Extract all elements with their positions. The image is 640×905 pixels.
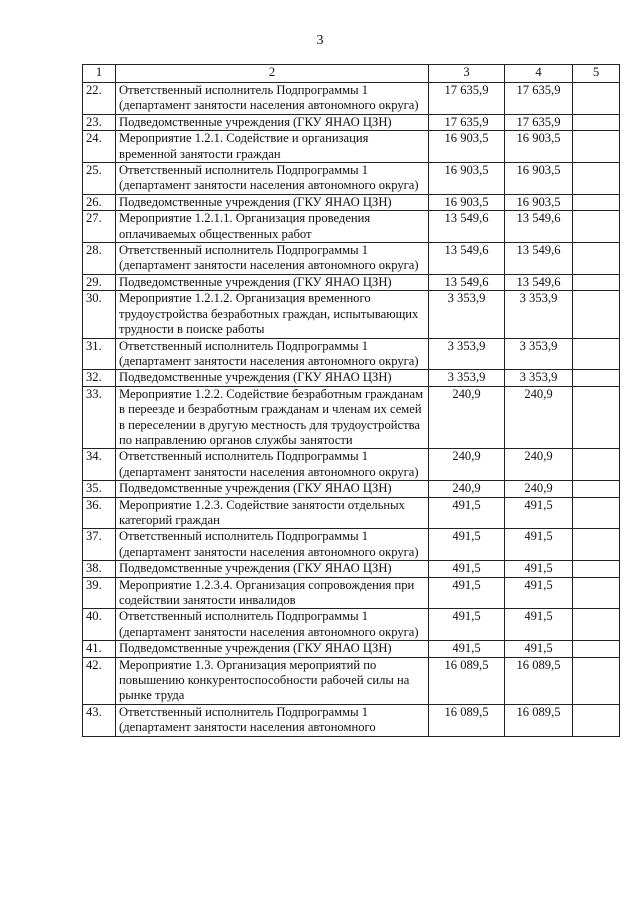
row-description: Ответственный исполнитель Подпрограммы 1 (департамент занятости населения автономного округа) xyxy=(116,529,429,561)
row-value-col3: 13 549,6 xyxy=(429,243,505,275)
row-number: 23. xyxy=(83,114,116,130)
table-body xyxy=(83,83,620,737)
row-description: Подведомственные учреждения (ГКУ ЯНАО ЦЗН) xyxy=(116,114,429,130)
row-number: 39. xyxy=(83,577,116,609)
row-value-col4: 16 903,5 xyxy=(505,194,573,210)
table-row xyxy=(83,481,620,497)
row-value-col5 xyxy=(573,529,620,561)
row-value-col4: 3 353,9 xyxy=(505,370,573,386)
row-value-col3: 491,5 xyxy=(429,529,505,561)
header-col-3: 3 xyxy=(429,65,505,83)
table-row xyxy=(83,291,620,338)
row-value-col4: 491,5 xyxy=(505,641,573,657)
row-value-col4: 491,5 xyxy=(505,609,573,641)
row-value-col3: 13 549,6 xyxy=(429,274,505,290)
row-value-col5 xyxy=(573,274,620,290)
row-value-col4: 16 089,5 xyxy=(505,657,573,704)
header-col-2: 2 xyxy=(116,65,429,83)
table-row xyxy=(83,114,620,130)
row-description: Подведомственные учреждения (ГКУ ЯНАО ЦЗН) xyxy=(116,481,429,497)
table-row xyxy=(83,577,620,609)
row-value-col5 xyxy=(573,641,620,657)
row-value-col5 xyxy=(573,131,620,163)
table-row xyxy=(83,83,620,115)
row-value-col4: 491,5 xyxy=(505,577,573,609)
row-description: Подведомственные учреждения (ГКУ ЯНАО ЦЗН) xyxy=(116,641,429,657)
row-value-col4: 491,5 xyxy=(505,561,573,577)
row-value-col5 xyxy=(573,386,620,449)
row-description: Мероприятие 1.2.3.4. Организация сопровождения при содействии занятости инвалидов xyxy=(116,577,429,609)
row-value-col5 xyxy=(573,609,620,641)
table-row xyxy=(83,704,620,736)
row-number: 29. xyxy=(83,274,116,290)
row-description: Мероприятие 1.2.1. Содействие и организация временной занятости граждан xyxy=(116,131,429,163)
row-description: Мероприятие 1.2.2. Содействие безработным гражданам в переезде и безработным гражданам и членам их семей в переселении в другую местность для трудоустройства по направлению органов службы занятости xyxy=(116,386,429,449)
row-number: 32. xyxy=(83,370,116,386)
header-col-1: 1 xyxy=(83,65,116,83)
row-number: 36. xyxy=(83,497,116,529)
row-description: Ответственный исполнитель Подпрограммы 1 (департамент занятости населения автономного округа) xyxy=(116,338,429,370)
row-number: 28. xyxy=(83,243,116,275)
row-value-col3: 3 353,9 xyxy=(429,291,505,338)
row-number: 33. xyxy=(83,386,116,449)
row-description: Мероприятие 1.2.1.1. Организация проведения оплачиваемых общественных работ xyxy=(116,211,429,243)
table-row xyxy=(83,497,620,529)
row-value-col3: 491,5 xyxy=(429,561,505,577)
row-description: Ответственный исполнитель Подпрограммы 1 (департамент занятости населения автономного округа) xyxy=(116,83,429,115)
row-description: Подведомственные учреждения (ГКУ ЯНАО ЦЗН) xyxy=(116,561,429,577)
row-number: 37. xyxy=(83,529,116,561)
row-value-col5 xyxy=(573,291,620,338)
row-number: 42. xyxy=(83,657,116,704)
row-number: 25. xyxy=(83,163,116,195)
row-number: 22. xyxy=(83,83,116,115)
row-value-col3: 491,5 xyxy=(429,641,505,657)
row-value-col4: 17 635,9 xyxy=(505,83,573,115)
row-description: Подведомственные учреждения (ГКУ ЯНАО ЦЗН) xyxy=(116,370,429,386)
header-col-5: 5 xyxy=(573,65,620,83)
row-value-col5 xyxy=(573,194,620,210)
row-value-col3: 16 089,5 xyxy=(429,704,505,736)
row-value-col4: 17 635,9 xyxy=(505,114,573,130)
row-description: Мероприятие 1.3. Организация мероприятий по повышению конкурентоспособности рабочей силы на рынке труда xyxy=(116,657,429,704)
table-row xyxy=(83,529,620,561)
row-description: Ответственный исполнитель Подпрограммы 1 (департамент занятости населения автономного xyxy=(116,704,429,736)
row-value-col3: 3 353,9 xyxy=(429,370,505,386)
row-value-col5 xyxy=(573,211,620,243)
row-value-col5 xyxy=(573,449,620,481)
row-number: 38. xyxy=(83,561,116,577)
row-description: Подведомственные учреждения (ГКУ ЯНАО ЦЗН) xyxy=(116,274,429,290)
row-value-col3: 16 903,5 xyxy=(429,194,505,210)
row-value-col5 xyxy=(573,163,620,195)
table-row xyxy=(83,609,620,641)
row-number: 27. xyxy=(83,211,116,243)
row-description: Подведомственные учреждения (ГКУ ЯНАО ЦЗН) xyxy=(116,194,429,210)
table-row xyxy=(83,561,620,577)
table-row xyxy=(83,243,620,275)
row-value-col5 xyxy=(573,497,620,529)
row-value-col4: 240,9 xyxy=(505,481,573,497)
row-description: Ответственный исполнитель Подпрограммы 1 (департамент занятости населения автономного округа) xyxy=(116,449,429,481)
row-value-col4: 13 549,6 xyxy=(505,243,573,275)
table-row xyxy=(83,163,620,195)
row-value-col4: 3 353,9 xyxy=(505,291,573,338)
row-value-col5 xyxy=(573,370,620,386)
row-value-col5 xyxy=(573,243,620,275)
row-value-col5 xyxy=(573,338,620,370)
row-value-col4: 16 903,5 xyxy=(505,131,573,163)
row-number: 31. xyxy=(83,338,116,370)
row-description: Ответственный исполнитель Подпрограммы 1 (департамент занятости населения автономного округа) xyxy=(116,243,429,275)
table-row xyxy=(83,338,620,370)
row-value-col4: 491,5 xyxy=(505,529,573,561)
row-number: 40. xyxy=(83,609,116,641)
row-number: 34. xyxy=(83,449,116,481)
table-row xyxy=(83,386,620,449)
row-value-col3: 491,5 xyxy=(429,497,505,529)
row-value-col5 xyxy=(573,704,620,736)
row-value-col5 xyxy=(573,577,620,609)
table-row xyxy=(83,211,620,243)
row-value-col5 xyxy=(573,114,620,130)
row-value-col3: 240,9 xyxy=(429,386,505,449)
table-row xyxy=(83,274,620,290)
row-value-col3: 3 353,9 xyxy=(429,338,505,370)
row-number: 26. xyxy=(83,194,116,210)
row-value-col4: 13 549,6 xyxy=(505,274,573,290)
table-row xyxy=(83,641,620,657)
row-value-col4: 16 089,5 xyxy=(505,704,573,736)
table-header-row xyxy=(83,65,620,83)
row-value-col5 xyxy=(573,657,620,704)
row-value-col5 xyxy=(573,481,620,497)
row-number: 35. xyxy=(83,481,116,497)
row-value-col3: 491,5 xyxy=(429,609,505,641)
row-number: 43. xyxy=(83,704,116,736)
row-description: Ответственный исполнитель Подпрограммы 1 (департамент занятости населения автономного округа) xyxy=(116,609,429,641)
row-number: 30. xyxy=(83,291,116,338)
budget-table xyxy=(82,64,620,737)
row-description: Мероприятие 1.2.3. Содействие занятости отдельных категорий граждан xyxy=(116,497,429,529)
row-value-col4: 240,9 xyxy=(505,449,573,481)
row-value-col3: 16 903,5 xyxy=(429,131,505,163)
row-value-col3: 240,9 xyxy=(429,449,505,481)
row-number: 24. xyxy=(83,131,116,163)
row-value-col4: 491,5 xyxy=(505,497,573,529)
table-row xyxy=(83,370,620,386)
row-value-col5 xyxy=(573,83,620,115)
row-value-col4: 3 353,9 xyxy=(505,338,573,370)
row-value-col4: 240,9 xyxy=(505,386,573,449)
row-value-col3: 17 635,9 xyxy=(429,83,505,115)
table-row xyxy=(83,131,620,163)
row-value-col3: 13 549,6 xyxy=(429,211,505,243)
row-value-col3: 491,5 xyxy=(429,577,505,609)
row-number: 41. xyxy=(83,641,116,657)
page-number: 3 xyxy=(316,33,324,48)
row-value-col3: 17 635,9 xyxy=(429,114,505,130)
row-value-col3: 16 903,5 xyxy=(429,163,505,195)
table-row xyxy=(83,194,620,210)
table-row xyxy=(83,657,620,704)
table-row xyxy=(83,449,620,481)
header-col-4: 4 xyxy=(505,65,573,83)
row-value-col5 xyxy=(573,561,620,577)
row-value-col3: 16 089,5 xyxy=(429,657,505,704)
row-description: Ответственный исполнитель Подпрограммы 1 (департамент занятости населения автономного округа) xyxy=(116,163,429,195)
row-value-col4: 13 549,6 xyxy=(505,211,573,243)
row-value-col4: 16 903,5 xyxy=(505,163,573,195)
row-description: Мероприятие 1.2.1.2. Организация временного трудоустройства безработных граждан, испытывающих трудности в поиске работы xyxy=(116,291,429,338)
row-value-col3: 240,9 xyxy=(429,481,505,497)
